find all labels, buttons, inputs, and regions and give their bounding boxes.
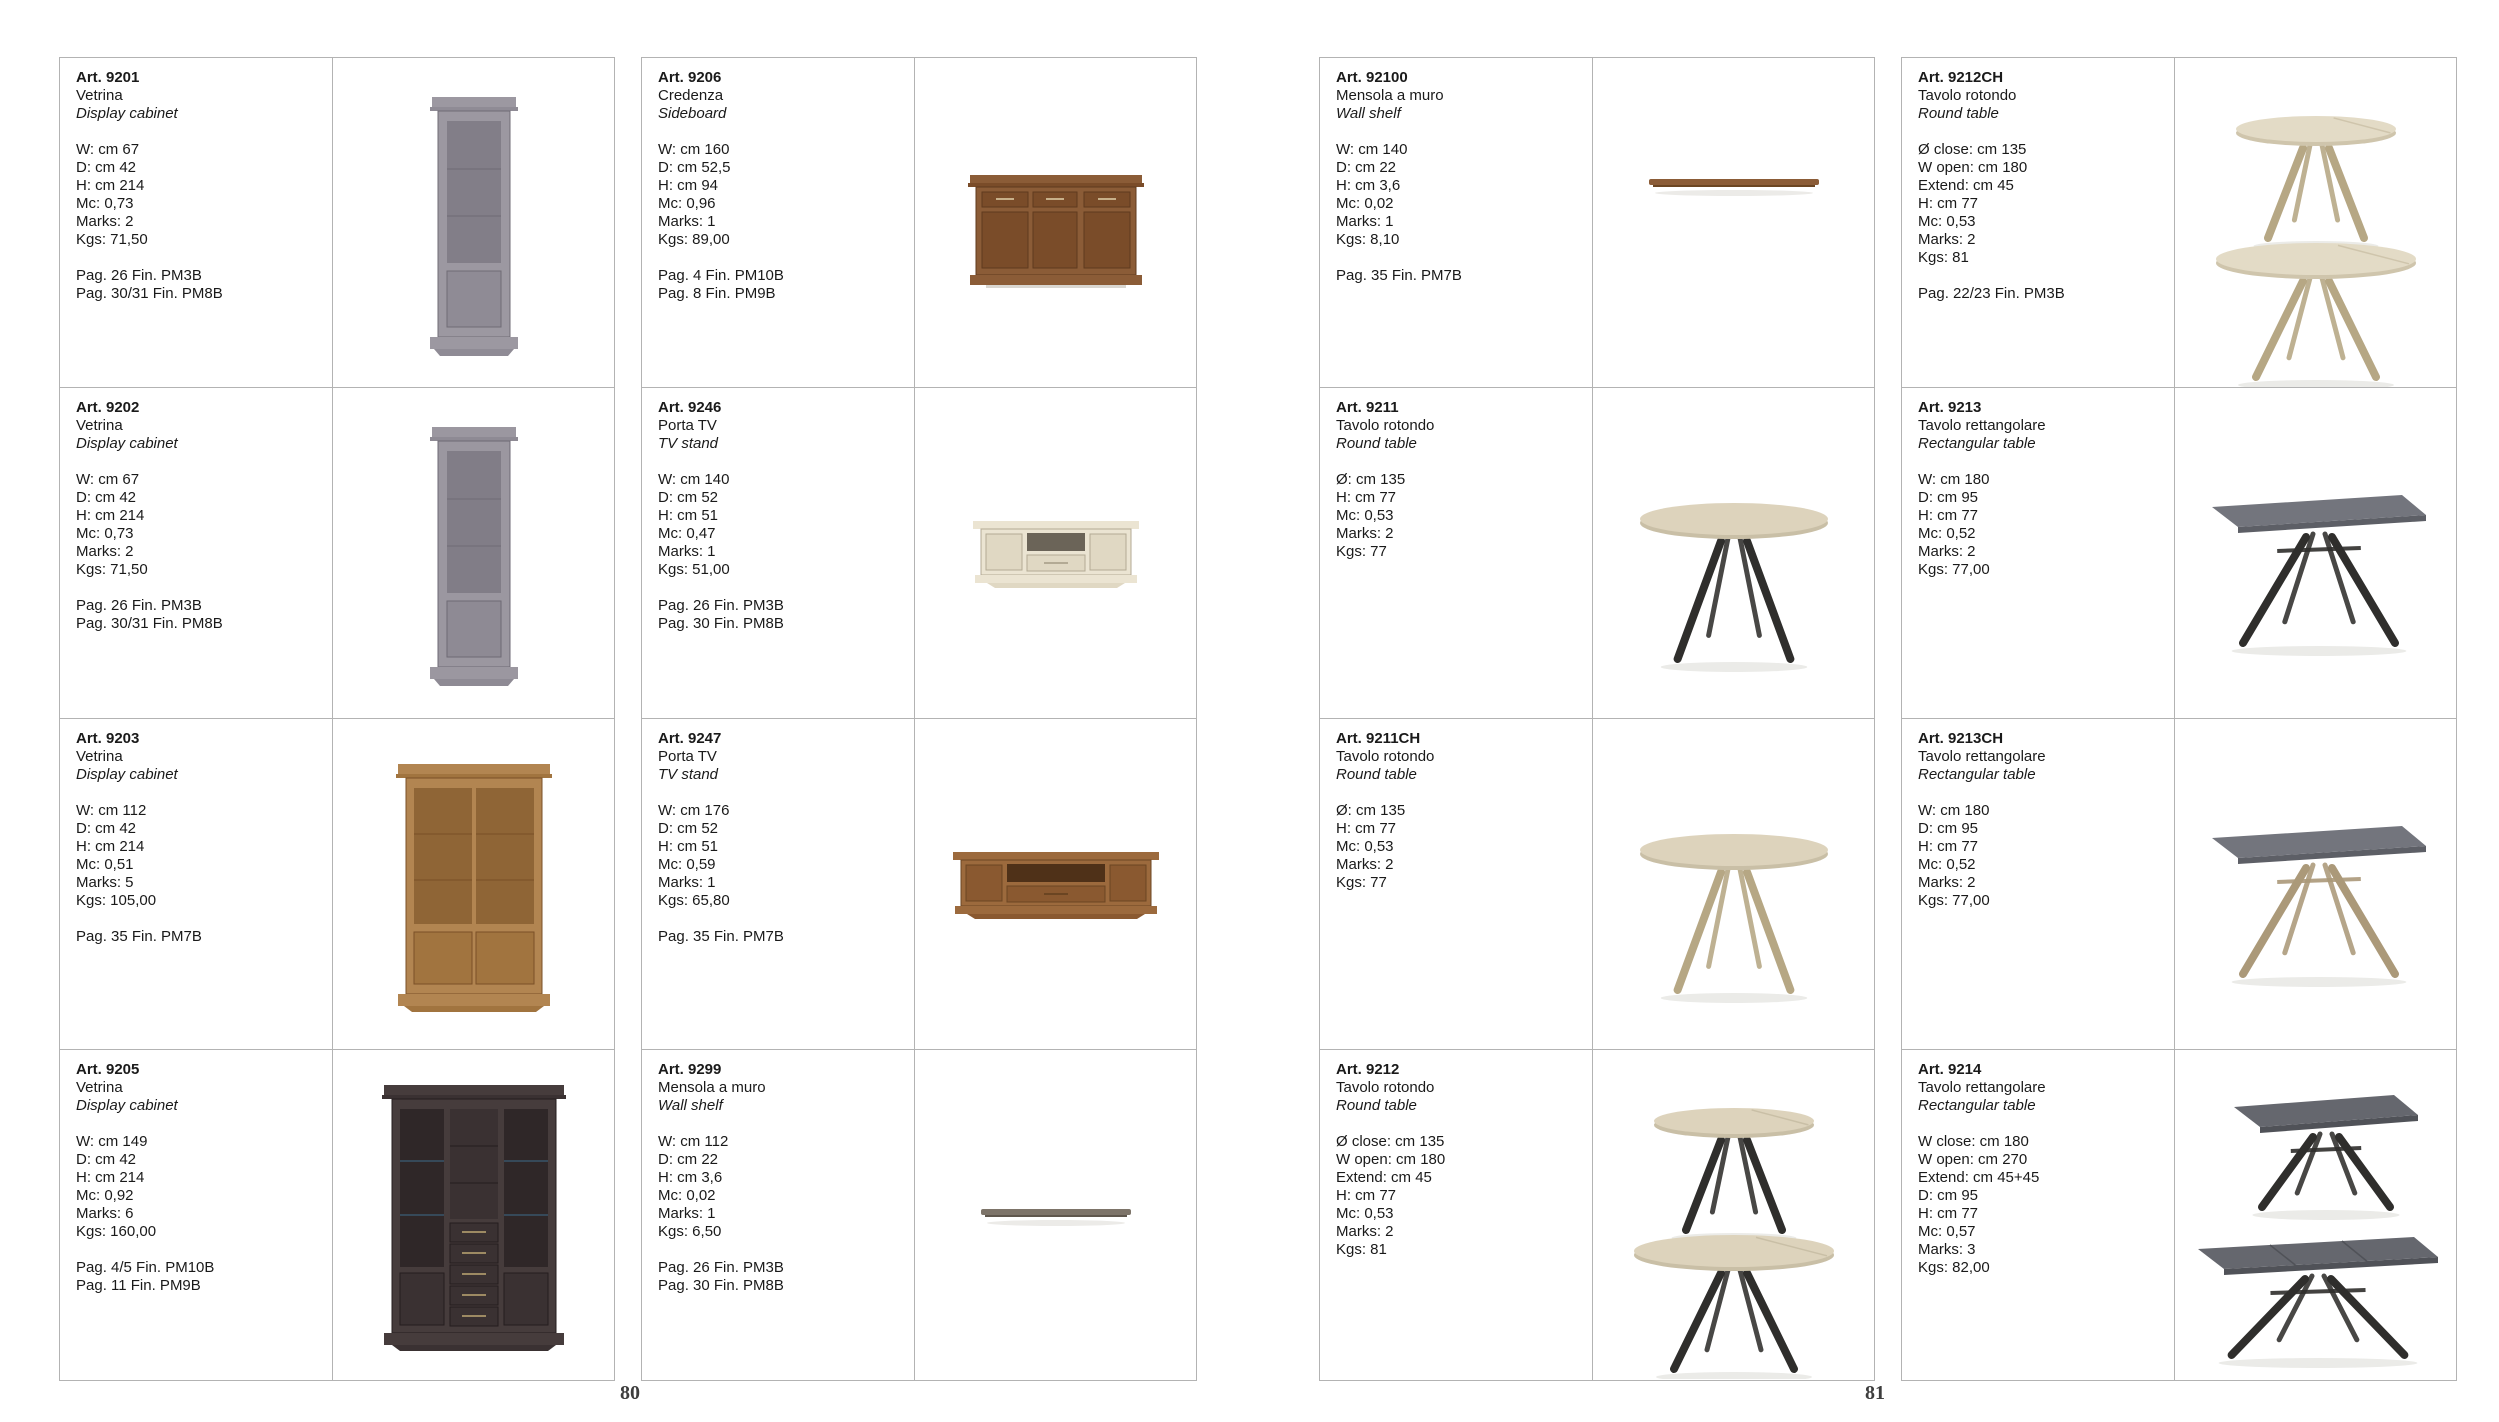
spec-line: Mc: 0,59 [658,856,716,873]
product-specs [1336,471,1584,561]
cabinet-tall-illustration [334,59,614,387]
product-info [60,388,333,718]
product-info [1320,1050,1593,1380]
product-name-italian: Tavolo rettangolare [1918,748,2046,765]
product-card [59,57,615,388]
table-round-illustration [1594,720,1874,1048]
product-art-number: Art. 9213 [1918,399,1982,416]
product-info [642,388,915,718]
catalog-column-1 [59,57,615,1381]
product-name-english: Display cabinet [76,766,178,783]
spec-line: D: cm 52 [658,489,719,506]
spec-line: D: cm 42 [76,159,137,176]
spec-line: Marks: 1 [658,213,716,230]
spec-line: Kgs: 82,00 [1918,1259,1990,1276]
tvstand-wide-illustration [916,720,1196,1048]
shelf-narrow-illustration [916,1051,1196,1379]
product-specs [1918,141,2166,267]
product-page-refs [1918,285,2166,303]
product-name-italian: Mensola a muro [658,1079,766,1096]
product-art-number: Art. 9299 [658,1061,722,1078]
spec-line: Ø close: cm 135 [1336,1133,1445,1150]
page-reference-line: Pag. 26 Fin. PM3B [658,597,784,614]
product-name-italian: Tavolo rotondo [1336,748,1435,765]
spec-line: W open: cm 270 [1918,1151,2028,1168]
page-number-left: 80 [620,1382,640,1404]
spec-line: W: cm 140 [658,471,730,488]
spec-line: H: cm 94 [658,177,719,194]
spec-line: Mc: 0,02 [658,1187,716,1204]
product-name-italian: Tavolo rettangolare [1918,417,2046,434]
page-reference-line: Pag. 35 Fin. PM7B [658,928,784,945]
page-number-right: 81 [1865,1382,1885,1404]
spec-line: Marks: 5 [76,874,134,891]
spec-line: Mc: 0,92 [76,1187,134,1204]
spec-line: Mc: 0,73 [76,525,134,542]
product-page-refs [658,597,906,633]
product-image [333,388,614,718]
page-reference-line: Pag. 26 Fin. PM3B [658,1259,784,1276]
product-specs [76,471,324,579]
table-rect-duo-illustration [2176,1051,2456,1379]
product-card [1901,1050,2457,1381]
spec-line: Kgs: 77 [1336,874,1387,891]
page-reference-line: Pag. 30 Fin. PM8B [658,615,784,632]
product-page-refs [76,267,324,303]
product-art-number: Art. 9214 [1918,1061,1982,1078]
table-round-duo-illustration [1594,1051,1874,1379]
product-info [1320,388,1593,718]
product-name-english: Sideboard [658,105,727,122]
product-info [60,1050,333,1380]
spec-line: Marks: 2 [1336,1223,1394,1240]
product-info [642,58,915,387]
spec-line: Ø: cm 135 [1336,471,1406,488]
spec-line: W: cm 140 [1336,141,1408,158]
product-name-italian: Mensola a muro [1336,87,1444,104]
spec-line: H: cm 214 [76,1169,145,1186]
cabinet-double-illustration [334,720,614,1048]
product-art-number: Art. 9202 [76,399,140,416]
spec-line: W open: cm 180 [1336,1151,1446,1168]
product-page-refs [1336,267,1584,285]
spec-line: Kgs: 105,00 [76,892,157,909]
product-page-refs [658,1259,906,1295]
page-reference-line: Pag. 26 Fin. PM3B [76,267,202,284]
product-specs [658,471,906,579]
spec-line: Mc: 0,52 [1918,525,1976,542]
product-name-english: Round table [1336,1097,1417,1114]
product-art-number: Art. 9246 [658,399,722,416]
spec-line: Mc: 0,57 [1918,1223,1976,1240]
spec-line: Marks: 2 [1336,525,1394,542]
page-reference-line: Pag. 4 Fin. PM10B [658,267,784,284]
spec-line: Kgs: 65,80 [658,892,730,909]
spec-line: D: cm 22 [658,1151,719,1168]
product-specs [1336,1133,1584,1259]
product-specs [1336,802,1584,892]
spec-line: Marks: 1 [658,874,716,891]
product-art-number: Art. 9212 [1336,1061,1400,1078]
page-reference-line: Pag. 22/23 Fin. PM3B [1918,285,2065,302]
sideboard-illustration [916,59,1196,387]
spec-line: Kgs: 81 [1918,249,1969,266]
product-info [1320,719,1593,1049]
product-image [915,58,1196,387]
product-image [2175,388,2456,718]
product-name-italian: Vetrina [76,748,123,765]
product-card [1901,57,2457,388]
product-specs [76,1133,324,1241]
spec-line: Marks: 2 [76,213,134,230]
spec-line: Extend: cm 45+45 [1918,1169,2040,1186]
spec-line: Marks: 6 [76,1205,134,1222]
spec-line: Ø close: cm 135 [1918,141,2027,158]
spec-line: Mc: 0,53 [1336,507,1394,524]
spec-line: Marks: 3 [1918,1241,1976,1258]
spec-line: Kgs: 160,00 [76,1223,157,1240]
product-card [641,57,1197,388]
spec-line: Kgs: 77 [1336,543,1387,560]
product-art-number: Art. 9212CH [1918,69,2004,86]
product-card [1901,388,2457,719]
product-name-english: Round table [1336,435,1417,452]
product-info [1902,388,2175,718]
page-reference-line: Pag. 30 Fin. PM8B [658,1277,784,1294]
page-reference-line: Pag. 26 Fin. PM3B [76,597,202,614]
product-page-refs [658,267,906,303]
spec-line: W: cm 67 [76,141,140,158]
spec-line: Kgs: 77,00 [1918,892,1990,909]
product-art-number: Art. 9211 [1336,399,1399,416]
spec-line: Kgs: 81 [1336,1241,1387,1258]
tvstand-narrow-illustration [916,389,1196,717]
product-info [642,719,915,1049]
product-info [1902,58,2175,387]
product-image [2175,719,2456,1049]
page-reference-line: Pag. 35 Fin. PM7B [76,928,202,945]
product-info [1320,58,1593,387]
product-name-english: Wall shelf [1336,105,1401,122]
spec-line: H: cm 77 [1918,195,1979,212]
spec-line: H: cm 77 [1918,507,1979,524]
cabinet-triple-illustration [334,1051,614,1379]
spec-line: H: cm 77 [1336,820,1397,837]
page-reference-line: Pag. 35 Fin. PM7B [1336,267,1462,284]
spec-line: H: cm 77 [1918,838,1979,855]
product-image [1593,388,1874,718]
spec-line: Marks: 2 [1918,231,1976,248]
spec-line: D: cm 52 [658,820,719,837]
product-art-number: Art. 92100 [1336,69,1408,86]
product-card [59,388,615,719]
product-art-number: Art. 9203 [76,730,140,747]
product-name-italian: Tavolo rotondo [1336,1079,1435,1096]
spec-line: Mc: 0,96 [658,195,716,212]
spec-line: Marks: 2 [76,543,134,560]
product-page-refs [658,928,906,946]
spec-line: H: cm 3,6 [658,1169,723,1186]
spec-line: Mc: 0,52 [1918,856,1976,873]
product-image [333,58,614,387]
product-specs [658,1133,906,1241]
spec-line: W: cm 112 [76,802,147,819]
product-specs [1918,1133,2166,1277]
product-name-italian: Porta TV [658,748,717,765]
spec-line: Marks: 1 [658,543,716,560]
catalog-column-3 [1319,57,1875,1381]
product-art-number: Art. 9211CH [1336,730,1421,747]
spec-line: D: cm 22 [1336,159,1397,176]
spec-line: Mc: 0,51 [76,856,134,873]
spec-line: W: cm 180 [1918,471,1990,488]
product-card [641,719,1197,1050]
product-info [60,58,333,387]
product-art-number: Art. 9201 [76,69,140,86]
spec-line: Marks: 2 [1918,874,1976,891]
spec-line: Ø: cm 135 [1336,802,1406,819]
product-name-italian: Tavolo rotondo [1918,87,2017,104]
spec-line: Mc: 0,73 [76,195,134,212]
spec-line: W: cm 149 [76,1133,148,1150]
page-reference-line: Pag. 30/31 Fin. PM8B [76,285,223,302]
spec-line: D: cm 95 [1918,820,1979,837]
page-reference-line: Pag. 4/5 Fin. PM10B [76,1259,215,1276]
product-card [641,388,1197,719]
product-card [59,1050,615,1381]
spec-line: Kgs: 8,10 [1336,231,1400,248]
product-name-english: Display cabinet [76,435,178,452]
product-image [1593,1050,1874,1380]
spec-line: H: cm 51 [658,838,719,855]
spec-line: Marks: 1 [658,1205,716,1222]
table-rect-illustration [2176,389,2456,717]
spec-line: W: cm 160 [658,141,730,158]
product-name-english: Round table [1336,766,1417,783]
product-info [1902,1050,2175,1380]
product-image [1593,58,1874,387]
spec-line: Marks: 2 [1918,543,1976,560]
spec-line: Marks: 2 [1336,856,1394,873]
product-name-italian: Tavolo rettangolare [1918,1079,2046,1096]
product-card [1319,388,1875,719]
spec-line: W: cm 176 [658,802,730,819]
product-image [333,1050,614,1380]
spec-line: Marks: 1 [1336,213,1394,230]
product-image [333,719,614,1049]
product-name-english: TV stand [658,435,719,452]
spec-line: H: cm 77 [1336,489,1397,506]
product-info [642,1050,915,1380]
spec-line: D: cm 52,5 [658,159,731,176]
product-image [915,719,1196,1049]
catalog-column-2 [641,57,1197,1381]
product-card [1319,719,1875,1050]
spec-line: D: cm 42 [76,820,137,837]
spec-line: D: cm 42 [76,1151,137,1168]
shelf-wide-illustration [1594,59,1874,387]
product-card [1901,719,2457,1050]
table-round-duo-illustration [2176,59,2456,387]
product-name-italian: Tavolo rotondo [1336,417,1435,434]
spec-line: Kgs: 89,00 [658,231,730,248]
page-reference-line: Pag. 8 Fin. PM9B [658,285,776,302]
product-name-english: Display cabinet [76,105,178,122]
spec-line: W: cm 112 [658,1133,729,1150]
product-image [915,388,1196,718]
product-name-english: TV stand [658,766,719,783]
product-specs [1918,802,2166,910]
product-name-italian: Credenza [658,87,724,104]
spec-line: Kgs: 6,50 [658,1223,722,1240]
product-name-english: Rectangular table [1918,1097,2036,1114]
spec-line: Mc: 0,47 [658,525,716,542]
spec-line: D: cm 95 [1918,1187,1979,1204]
product-page-refs [76,1259,324,1295]
spec-line: H: cm 214 [76,507,145,524]
product-name-italian: Vetrina [76,87,123,104]
spec-line: W open: cm 180 [1918,159,2028,176]
spec-line: D: cm 42 [76,489,137,506]
catalog-column-4 [1901,57,2457,1381]
product-image [1593,719,1874,1049]
product-image [2175,1050,2456,1380]
product-info [60,719,333,1049]
cabinet-tall-illustration [334,389,614,717]
spec-line: Kgs: 77,00 [1918,561,1990,578]
product-art-number: Art. 9205 [76,1061,140,1078]
spec-line: Extend: cm 45 [1918,177,2014,194]
spec-line: H: cm 214 [76,177,145,194]
product-page-refs [76,928,324,946]
page-reference-line: Pag. 11 Fin. PM9B [76,1277,201,1294]
product-specs [658,802,906,910]
spec-line: Extend: cm 45 [1336,1169,1432,1186]
spec-line: H: cm 77 [1918,1205,1979,1222]
product-specs [76,141,324,249]
product-image [915,1050,1196,1380]
product-art-number: Art. 9213CH [1918,730,2004,747]
table-rect-illustration [2176,720,2456,1048]
product-name-italian: Vetrina [76,417,123,434]
spec-line: Mc: 0,02 [1336,195,1394,212]
product-name-english: Rectangular table [1918,766,2036,783]
product-name-italian: Vetrina [76,1079,123,1096]
spec-line: Mc: 0,53 [1336,1205,1394,1222]
spec-line: H: cm 214 [76,838,145,855]
product-specs [1336,141,1584,249]
spec-line: W: cm 67 [76,471,140,488]
spec-line: Kgs: 71,50 [76,231,148,248]
product-card [641,1050,1197,1381]
product-specs [76,802,324,910]
spec-line: Mc: 0,53 [1336,838,1394,855]
product-card [59,719,615,1050]
spec-line: W: cm 180 [1918,802,1990,819]
spec-line: Kgs: 71,50 [76,561,148,578]
product-page-refs [76,597,324,633]
spec-line: Mc: 0,53 [1918,213,1976,230]
spec-line: H: cm 77 [1336,1187,1397,1204]
product-name-english: Display cabinet [76,1097,178,1114]
product-info [1902,719,2175,1049]
product-name-english: Round table [1918,105,1999,122]
product-name-english: Wall shelf [658,1097,723,1114]
product-specs [658,141,906,249]
product-card [1319,57,1875,388]
product-art-number: Art. 9247 [658,730,722,747]
spec-line: H: cm 3,6 [1336,177,1401,194]
product-name-italian: Porta TV [658,417,717,434]
page-reference-line: Pag. 30/31 Fin. PM8B [76,615,223,632]
table-round-illustration [1594,389,1874,717]
spec-line: D: cm 95 [1918,489,1979,506]
product-image [2175,58,2456,387]
spec-line: W close: cm 180 [1918,1133,2029,1150]
product-specs [1918,471,2166,579]
spec-line: H: cm 51 [658,507,719,524]
spec-line: Kgs: 51,00 [658,561,730,578]
product-name-english: Rectangular table [1918,435,2036,452]
product-art-number: Art. 9206 [658,69,722,86]
product-card [1319,1050,1875,1381]
